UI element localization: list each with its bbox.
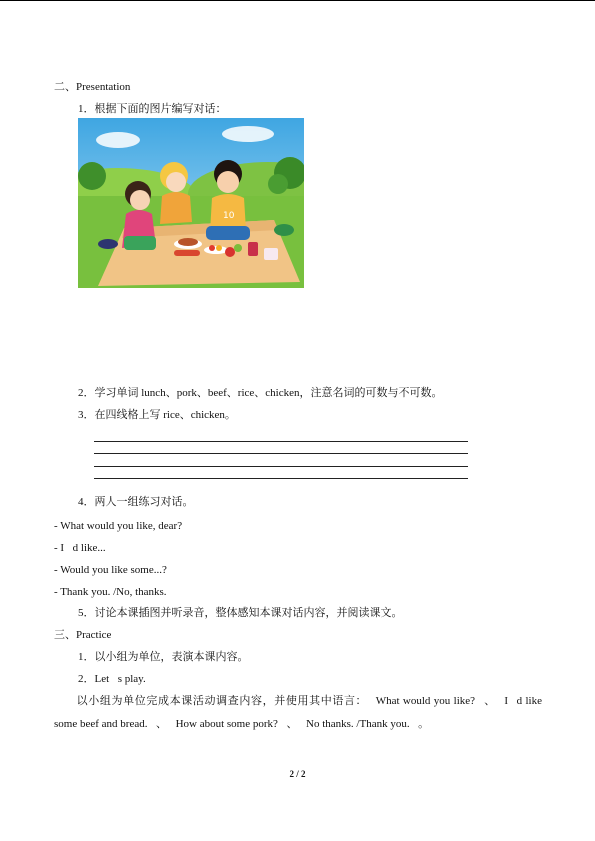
practice-item-1: 1．以小组为单位，表演本课内容。: [78, 651, 249, 663]
grid-line-4: [94, 478, 468, 479]
grid-line-3: [94, 466, 468, 467]
top-rule: [0, 0, 595, 1]
page-number: 2 / 2: [289, 769, 306, 779]
dialogue-line-4: - Thank you. /No, thanks.: [54, 586, 167, 598]
item-2-vocabulary: 2．学习单词 lunch、pork、beef、rice、chicken，注意名词的可数与不可数。: [78, 387, 443, 399]
practice-item-2: 2．Let s play.: [78, 673, 146, 685]
item-4-pair-work: 4．两人一组练习对话。: [78, 496, 194, 508]
section-heading-practice: 三、Practice: [54, 629, 112, 641]
dialogue-line-2: - I d like...: [54, 542, 106, 554]
dialogue-line-1: - What would you like, dear?: [54, 520, 183, 532]
item-1-instruction: 1．根据下面的图片编写对话：: [78, 103, 227, 115]
section-heading-presentation: 二、Presentation: [54, 81, 131, 93]
grid-line-1: [94, 441, 468, 442]
dialogue-line-3: - Would you like some...?: [54, 564, 167, 576]
practice-paragraph: [54, 690, 542, 736]
grid-line-2: [94, 453, 468, 454]
picnic-illustration: [78, 118, 304, 288]
practice-paragraph-text: 以小组为单位完成本课活动调查内容，并使用其中语言： What would you like? 、 I d like some beef and bread. 、 How about some pork? 、 No thanks. /Thank you. 。: [54, 695, 542, 730]
item-5-discussion: 5．讨论本课插图并听录音，整体感知本课对话内容，并阅读课文。: [78, 607, 403, 619]
svg-text:10: 10: [223, 211, 235, 221]
item-3-writing: 3．在四线格上写 rice、chicken。: [78, 409, 236, 421]
